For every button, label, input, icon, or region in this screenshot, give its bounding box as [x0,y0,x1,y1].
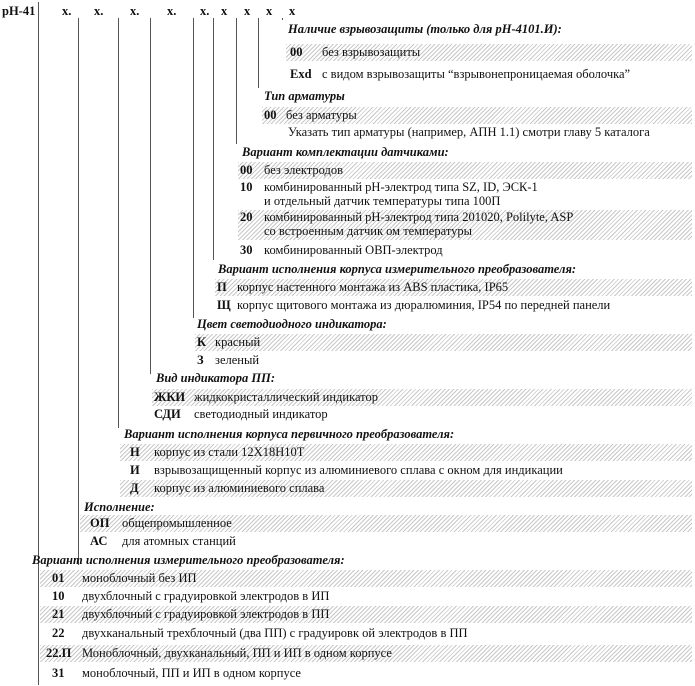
option-text: без взрывозащиты [322,45,421,59]
option-row [262,124,692,141]
option-code: 00 [290,45,303,59]
option-text: двухканальный трехблочный (два ПП) с градуировк ой электродов в ПП [82,626,468,640]
option-code: ЖКИ [154,390,186,404]
option-text-line2: и отдельный датчик температуры типа 100П [264,194,501,208]
position-3: x [244,4,251,18]
option-code: Exd [290,67,312,81]
tree-line [258,18,259,88]
option-row [152,389,692,406]
option-code: 10 [52,589,65,603]
option-row [80,515,692,532]
option-text: комбинированный pH-электрод типа 201020, Polilyte, ASP [264,210,574,224]
option-text: Указать тип арматуры (например, АПН 1.1) смотри главу 5 каталога [288,125,650,139]
section-title-converter-housing: Вариант исполнения корпуса измерительного преобразователя: [218,262,577,276]
option-code: 21 [52,607,65,621]
option-text: с видом взрывозащиты “взрывонепроницаемая оболочка” [322,67,631,81]
tree-line [193,18,194,318]
option-code: К [197,335,207,349]
section-title-armature-type: Тип арматуры [264,89,345,103]
position-5: x. [200,4,210,18]
option-row [262,107,692,124]
option-text: для атомных станций [122,534,236,548]
option-text: корпус настенного монтажа из ABS пластика, IP65 [237,280,509,294]
option-row [195,352,692,369]
option-row [40,645,692,662]
section-title-execution: Исполнение: [84,500,155,514]
option-text: светодиодный индикатор [194,407,328,421]
option-row [195,334,692,351]
option-code: 00 [240,163,253,177]
option-code: 20 [240,210,253,224]
option-row [215,279,692,296]
position-4: x [221,4,228,18]
option-text: моноблочный, ПП и ИП в одном корпусе [82,666,301,680]
option-text: без арматуры [286,108,357,122]
option-row [286,44,692,61]
option-row [215,297,692,314]
option-text: комбинированный ОВП-электрод [264,243,443,257]
position-8: x. [94,4,104,18]
option-row [40,588,692,605]
option-code: СДИ [154,407,181,421]
option-row [152,406,692,423]
option-code: АС [90,534,108,548]
position-2: x [266,4,273,18]
option-code: ОП [90,516,110,530]
option-code: 31 [52,666,65,680]
option-code: Н [130,445,140,459]
option-row [238,180,692,210]
option-code: 00 [264,108,277,122]
option-text: двухблочный с градуировкой электродов в ПП [82,607,330,621]
option-text: двухблочный с градуировкой электродов в ИП [82,589,330,603]
section-title-converter-variant: Вариант исполнения измерительного преобразователя: [32,553,345,567]
option-text-line2: со встроенным датчик ом температуры [264,224,473,238]
option-code: 01 [52,571,65,585]
section-title-primary-housing: Вариант исполнения корпуса первичного преобразователя: [124,427,455,441]
option-code: П [217,280,227,294]
option-text: корпус щитового монтажа из дюралюминия, IP54 по передней панели [237,298,611,312]
tree-line [150,18,151,374]
option-text: зеленый [215,353,260,367]
tree-line [118,18,119,428]
option-row [40,606,692,623]
position-9: x. [62,4,72,18]
option-code: 10 [240,180,253,194]
option-code: 30 [240,243,253,257]
option-row [238,242,692,259]
option-row [120,462,692,479]
option-text: без электродов [264,163,344,177]
option-row [80,533,692,550]
section-title-explosion-protection: Наличие взрывозащиты (только для pH-4101.И): [288,22,562,36]
position-1: x [289,4,296,18]
tree-line [236,18,237,144]
option-row [286,66,692,83]
option-code: 22 [52,626,65,640]
option-text: корпус из стали 12Х18Н10Т [154,445,305,459]
option-text: красный [215,335,261,349]
option-row [40,570,692,587]
section-title-sensor-kit: Вариант комплектации датчиками: [242,145,449,159]
tree-line [78,18,79,565]
option-row [238,162,692,179]
tree-line [282,18,283,20]
option-code: Щ [217,298,231,312]
option-text: жидкокристаллический индикатор [194,390,378,404]
position-7: x. [130,4,140,18]
option-code: З [197,353,204,367]
option-row [238,210,692,240]
section-title-led-color: Цвет светодиодного индикатора: [197,317,387,331]
option-row [120,480,692,497]
tree-line [213,18,214,260]
option-text: взрывозащищенный корпус из алюминиевого сплава с окном для индикации [154,463,563,477]
option-row [40,665,692,682]
option-text: общепромышленное [122,516,232,530]
option-text: корпус из алюминиевого сплава [154,481,325,495]
option-row [120,444,692,461]
option-code: Д [130,481,139,495]
option-text: Моноблочный, двухканальный, ПП и ИП в одном корпусе [82,646,392,660]
option-code: 22.П [46,646,72,660]
option-text: комбинированный pH-электрод типа SZ, ID, ЭСК-1 [264,180,538,194]
model-code: pH-41 [2,4,36,18]
section-title-indicator-type: Вид индикатора ПП: [156,371,275,385]
option-text: моноблочный без ИП [82,571,197,585]
option-code: И [130,463,140,477]
position-6: x. [167,4,177,18]
option-row [40,625,692,642]
tree-line [38,2,39,685]
